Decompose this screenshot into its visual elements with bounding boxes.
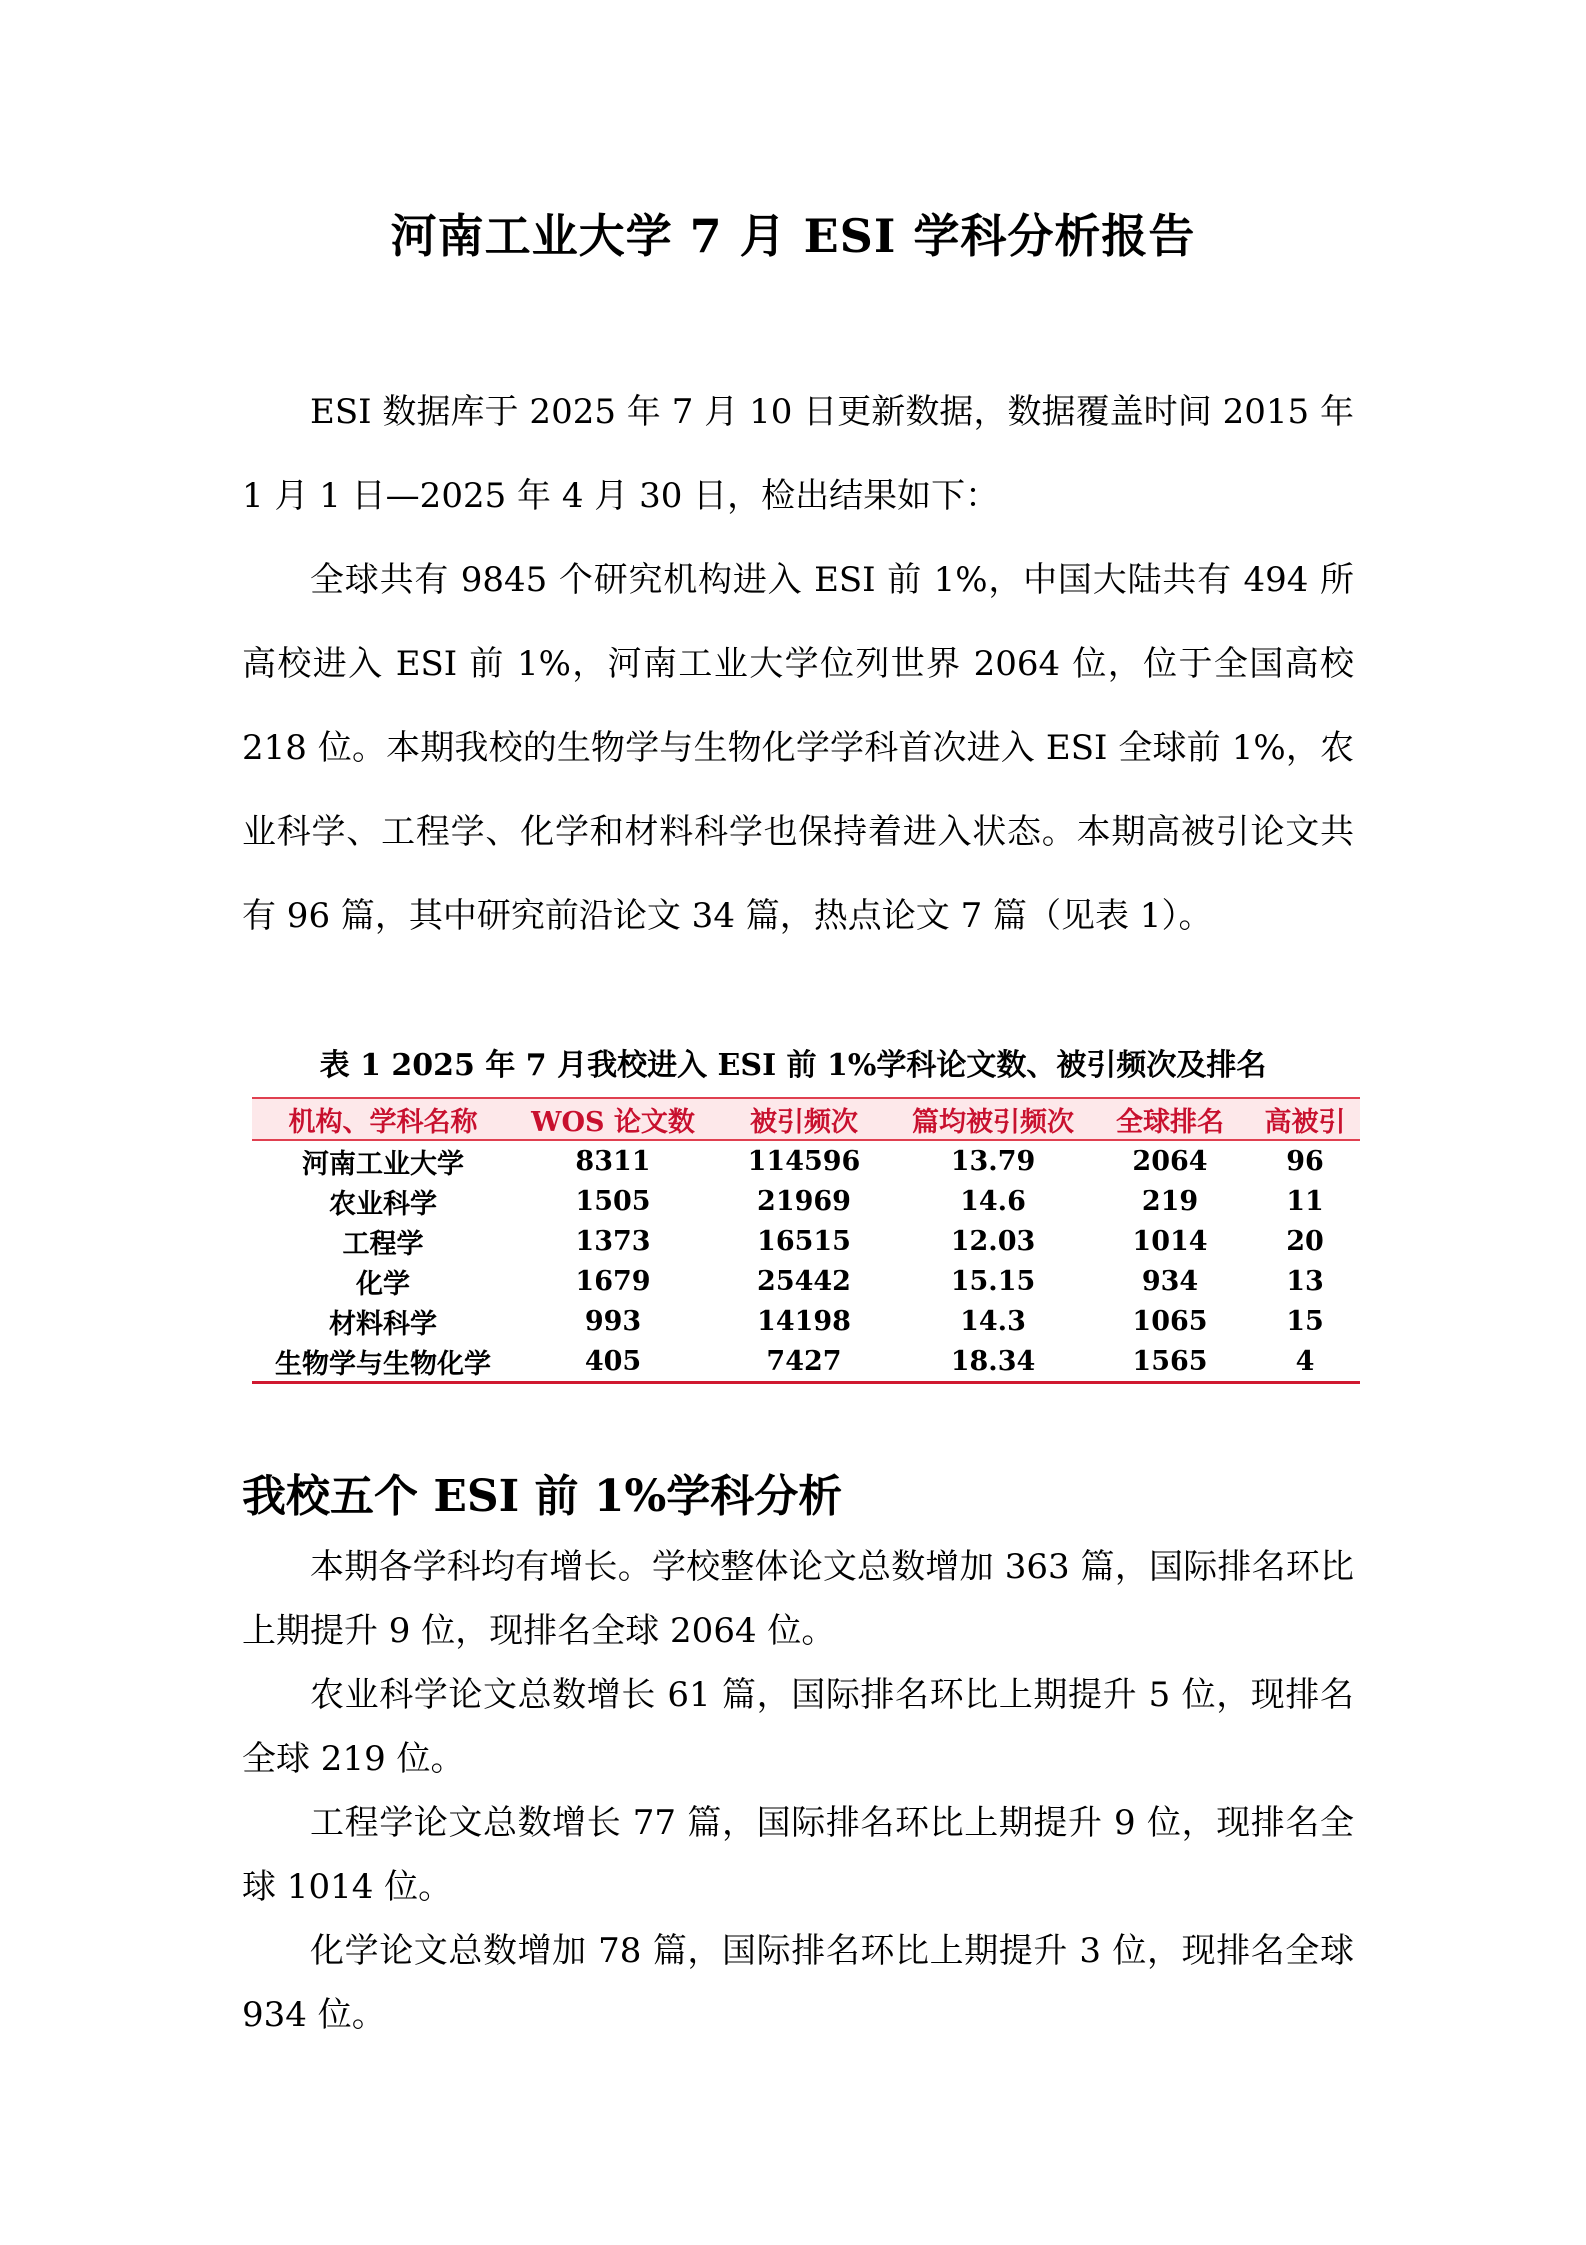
cell-subject-name: 生物学与生物化学: [252, 1341, 514, 1383]
cell-wos-papers: 1373: [575, 1225, 651, 1257]
header-citations: 被引频次: [712, 1098, 896, 1140]
analysis-paragraph-agriculture: 农业科学论文总数增长 61 篇，国际排名环比上期提升 5 位，现排名全球 219 位。: [242, 1675, 1354, 1779]
report-title: 河南工业大学 7 月 ESI 学科分析报告: [390, 209, 1196, 263]
cell-highly-cited: 15: [1286, 1305, 1324, 1337]
cell-avg-citations: 14.6: [960, 1185, 1026, 1217]
cell-avg-citations: 12.03: [950, 1225, 1036, 1257]
table-header-row: [252, 1098, 1360, 1140]
cell-wos-papers: 8311: [575, 1145, 651, 1177]
table-row: [252, 1341, 1360, 1383]
cell-highly-cited: 11: [1286, 1185, 1324, 1217]
analysis-paragraph-engineering: 工程学论文总数增长 77 篇，国际排名环比上期提升 9 位，现排名全球 1014 位。: [242, 1803, 1354, 1907]
cell-avg-citations: 14.3: [960, 1305, 1026, 1337]
cell-global-rank: 934: [1141, 1265, 1199, 1297]
cell-citations: 25442: [757, 1265, 851, 1297]
header-subject-name: 机构、学科名称: [252, 1098, 514, 1140]
cell-subject-name: 工程学: [342, 1228, 424, 1260]
analysis-paragraph-chemistry: 化学论文总数增加 78 篇，国际排名环比上期提升 3 位，现排名全球 934 位。: [242, 1931, 1354, 2035]
cell-citations: 21969: [757, 1185, 851, 1217]
cell-global-rank: 1565: [1090, 1341, 1250, 1383]
table-row: [252, 1301, 1360, 1341]
cell-wos-papers: 405: [514, 1341, 712, 1383]
cell-highly-cited: 20: [1286, 1225, 1324, 1257]
cell-citations: 7427: [712, 1341, 896, 1383]
cell-subject-name: 化学: [356, 1268, 410, 1300]
cell-global-rank: 1065: [1132, 1305, 1208, 1337]
cell-avg-citations: 13.79: [950, 1145, 1036, 1177]
header-wos-papers: WOS 论文数: [514, 1098, 712, 1140]
table-row: [252, 1261, 1360, 1301]
table-row: [252, 1181, 1360, 1221]
cell-highly-cited: 13: [1286, 1265, 1324, 1297]
header-global-rank: 全球排名: [1090, 1098, 1250, 1140]
analysis-section: [242, 1535, 1354, 2047]
cell-global-rank: 1014: [1132, 1225, 1208, 1257]
cell-subject-name: 农业科学: [329, 1188, 437, 1220]
cell-highly-cited: 4: [1250, 1341, 1360, 1383]
esi-table: [252, 1097, 1360, 1384]
cell-global-rank: 2064: [1132, 1145, 1208, 1177]
cell-citations: 16515: [757, 1225, 851, 1257]
cell-avg-citations: 15.15: [950, 1265, 1036, 1297]
cell-avg-citations: 18.34: [896, 1341, 1090, 1383]
cell-subject-name: 河南工业大学: [302, 1148, 464, 1180]
cell-citations: 114596: [747, 1145, 861, 1177]
cell-global-rank: 219: [1141, 1185, 1199, 1217]
cell-citations: 14198: [757, 1305, 851, 1337]
cell-wos-papers: 1505: [575, 1185, 651, 1217]
table-row: [252, 1221, 1360, 1261]
cell-subject-name: 材料科学: [329, 1308, 437, 1340]
table-row: [252, 1140, 1360, 1181]
header-avg-citations: 篇均被引频次: [896, 1098, 1090, 1140]
cell-wos-papers: 1679: [575, 1265, 651, 1297]
intro-paragraph: ESI 数据库于 2025 年 7 月 10 日更新数据，数据覆盖时间 2015 年 1 月 1 日—2025 年 4 月 30 日，检出结果如下：: [242, 392, 1354, 516]
section-heading: 我校五个 ESI 前 1%学科分析: [242, 1471, 843, 1522]
analysis-paragraph-overall: 本期各学科均有增长。学校整体论文总数增加 363 篇，国际排名环比上期提升 9 位，现排名全球 2064 位。: [242, 1547, 1354, 1651]
table-caption: 表 1 2025 年 7 月我校进入 ESI 前 1%学科论文数、被引频次及排名: [319, 1048, 1267, 1083]
cell-highly-cited: 96: [1286, 1145, 1324, 1177]
global-ranking-paragraph: 全球共有 9845 个研究机构进入 ESI 前 1%，中国大陆共有 494 所高校进入 ESI 前 1%，河南工业大学位列世界 2064 位，位于全国高校 218 位。本期我校的生物学与生物化学学科首次进入 ESI 全球前 1%，农业科学、工程学、化学和材料科学也保持着进入状态。本期高被引论文共有 96 篇，其中研究前沿论文 34 篇，热点论文 7 篇（见表 1）。: [242, 560, 1354, 936]
header-highly-cited: 高被引: [1250, 1098, 1360, 1140]
cell-wos-papers: 993: [584, 1305, 642, 1337]
